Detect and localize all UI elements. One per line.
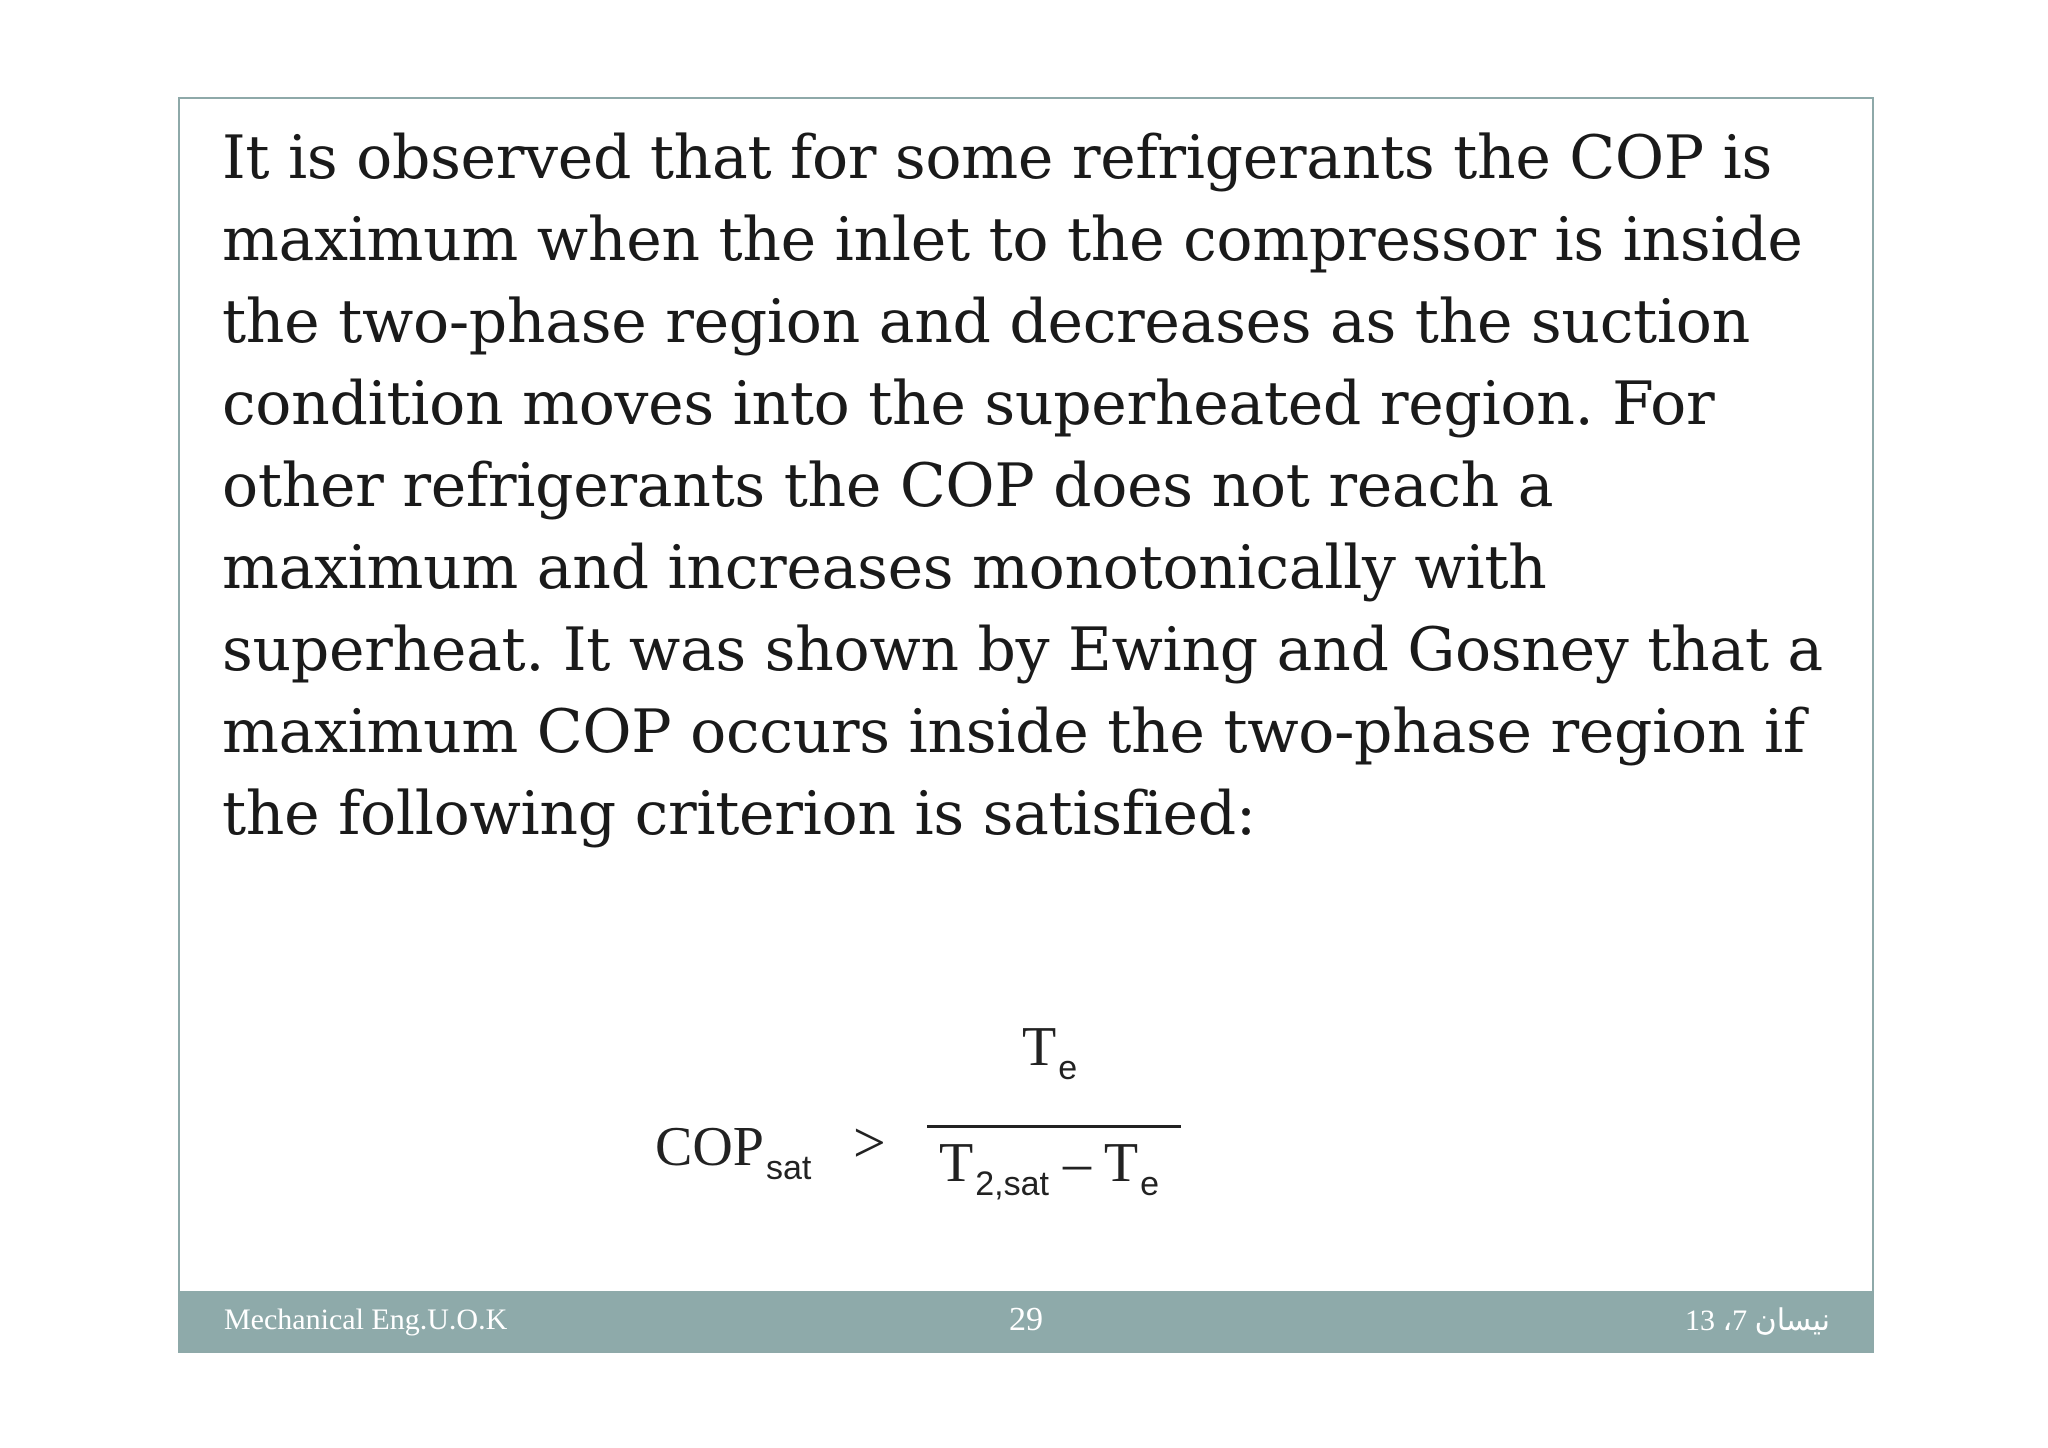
- formula-cop-subscript: sat: [765, 1149, 812, 1187]
- footer-date: نيسان 7، 13: [1684, 1304, 1830, 1337]
- footer-page-number: 29: [1009, 1301, 1043, 1338]
- formula-denominator: [939, 1131, 1159, 1204]
- formula-greater-than: >: [853, 1110, 886, 1175]
- slide: [178, 97, 1874, 1353]
- formula-numerator: [1022, 1015, 1077, 1088]
- formula-cop: COP: [655, 1116, 764, 1178]
- formula-numerator-subscript: e: [1058, 1049, 1078, 1087]
- slide-footer: [180, 1291, 1872, 1351]
- formula-fraction: [927, 1015, 1181, 1215]
- formula-denominator-te-subscript: e: [1140, 1165, 1160, 1203]
- formula-fraction-bar: [927, 1125, 1181, 1128]
- formula-lhs: [655, 1115, 811, 1188]
- cop-criterion-formula: [655, 979, 1255, 1239]
- formula-denominator-t2-subscript: 2,sat: [975, 1165, 1049, 1203]
- slide-body-text: It is observed that for some refrigerants the COP is maximum when the inlet to the compressor is inside the two-phase region and decreases as the suction condition moves into the superheated region. For other refrigerants the COP does not reach a maximum and increases monotonically with superheat. It was shown by Ewing and Gosney that a maximum COP occurs inside the two-phase region if the following criterion is satisfied:: [222, 123, 1823, 849]
- formula-numerator-t: T: [1022, 1016, 1057, 1078]
- footer-department: Mechanical Eng.U.O.K: [224, 1303, 508, 1336]
- formula-denominator-minus-te: – T: [1048, 1132, 1139, 1194]
- formula-denominator-t2: T: [939, 1132, 974, 1194]
